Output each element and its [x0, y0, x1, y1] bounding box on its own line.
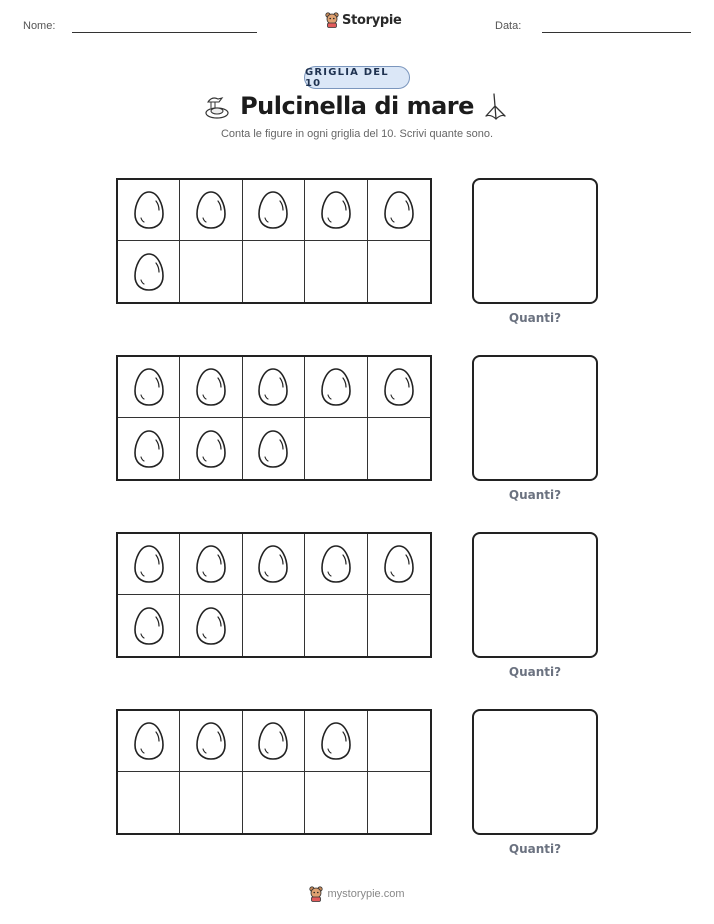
egg-icon	[382, 366, 416, 408]
egg-icon	[132, 366, 166, 408]
ten-frame-cell	[118, 534, 180, 595]
egg-icon	[132, 428, 166, 470]
ten-frame	[116, 355, 432, 481]
ten-frame	[116, 532, 432, 658]
egg-icon	[194, 720, 228, 762]
instructions: Conta le figure in ogni griglia del 10. Scrivi quante sono.	[220, 128, 494, 140]
ten-frame-cell	[180, 418, 242, 479]
egg-icon	[194, 366, 228, 408]
puffin-foot-icon	[482, 92, 510, 122]
ten-frame-cell	[305, 595, 367, 656]
egg-icon	[256, 366, 290, 408]
ten-frame-cell	[305, 418, 367, 479]
answer-box[interactable]	[472, 178, 598, 304]
ten-frame-cell	[243, 595, 305, 656]
ten-frame-cell	[118, 418, 180, 479]
name-label: Nome:	[23, 20, 56, 32]
ten-frame-cell	[305, 241, 367, 302]
egg-icon	[319, 720, 353, 762]
name-line[interactable]	[72, 32, 257, 33]
ten-frame-cell	[305, 711, 367, 772]
ten-frame-cell	[368, 595, 430, 656]
egg-icon	[382, 189, 416, 231]
ten-frame-cell	[368, 711, 430, 772]
date-line[interactable]	[542, 32, 691, 33]
ten-frame-cell	[118, 595, 180, 656]
ten-frame-cell	[243, 534, 305, 595]
answer-box[interactable]	[472, 709, 598, 835]
ten-frame-cell	[305, 534, 367, 595]
ten-frame-cell	[180, 534, 242, 595]
worksheet-type-badge: GRIGLIA DEL 10	[304, 66, 410, 89]
answer-box[interactable]	[472, 355, 598, 481]
brand-name: Storypie	[342, 12, 402, 28]
egg-icon	[319, 189, 353, 231]
ten-frame-cell	[118, 241, 180, 302]
ten-frame-cell	[368, 418, 430, 479]
ten-frame-cell	[368, 180, 430, 241]
bear-mascot-icon	[309, 886, 323, 902]
ten-frame-cell	[368, 534, 430, 595]
egg-icon	[256, 189, 290, 231]
ten-frame-cell	[243, 772, 305, 833]
egg-icon	[132, 251, 166, 293]
ten-frame-cell	[118, 772, 180, 833]
ten-frame-cell	[180, 711, 242, 772]
ten-frame	[116, 178, 432, 304]
ten-frame-cell	[243, 711, 305, 772]
egg-icon	[132, 605, 166, 647]
ten-frame-cell	[368, 357, 430, 418]
answer-box[interactable]	[472, 532, 598, 658]
egg-icon	[256, 428, 290, 470]
bear-mascot-icon	[325, 12, 339, 28]
egg-icon	[194, 428, 228, 470]
ten-frame-cell	[243, 418, 305, 479]
egg-icon	[319, 543, 353, 585]
ten-frame-cell	[305, 772, 367, 833]
date-label: Data:	[495, 20, 522, 32]
footer-url: mystorypie.com	[327, 888, 405, 900]
egg-icon	[256, 543, 290, 585]
egg-icon	[132, 189, 166, 231]
egg-icon	[132, 543, 166, 585]
answer-label: Quanti?	[508, 665, 562, 679]
ten-frame-cell	[180, 595, 242, 656]
brand-logo	[325, 12, 402, 28]
ten-frame-cell	[368, 241, 430, 302]
answer-label: Quanti?	[508, 488, 562, 502]
ten-frame-cell	[368, 772, 430, 833]
egg-icon	[382, 543, 416, 585]
egg-icon	[319, 366, 353, 408]
page-title: Pulcinella di mare	[240, 92, 474, 120]
ten-frame-cell	[118, 711, 180, 772]
ten-frame-cell	[118, 357, 180, 418]
footer	[0, 886, 714, 902]
ten-frame-cell	[305, 357, 367, 418]
egg-icon	[194, 543, 228, 585]
ten-frame-cell	[118, 180, 180, 241]
ten-frame-cell	[243, 180, 305, 241]
egg-icon	[132, 720, 166, 762]
answer-label: Quanti?	[508, 842, 562, 856]
egg-icon	[194, 189, 228, 231]
ten-frame-cell	[243, 241, 305, 302]
ten-frame-cell	[180, 357, 242, 418]
egg-icon	[194, 605, 228, 647]
ten-frame-cell	[180, 180, 242, 241]
ten-frame-cell	[180, 241, 242, 302]
ten-frame-cell	[180, 772, 242, 833]
ten-frame-cell	[305, 180, 367, 241]
ten-frame-cell	[243, 357, 305, 418]
egg-icon	[256, 720, 290, 762]
answer-label: Quanti?	[508, 311, 562, 325]
ten-frame	[116, 709, 432, 835]
